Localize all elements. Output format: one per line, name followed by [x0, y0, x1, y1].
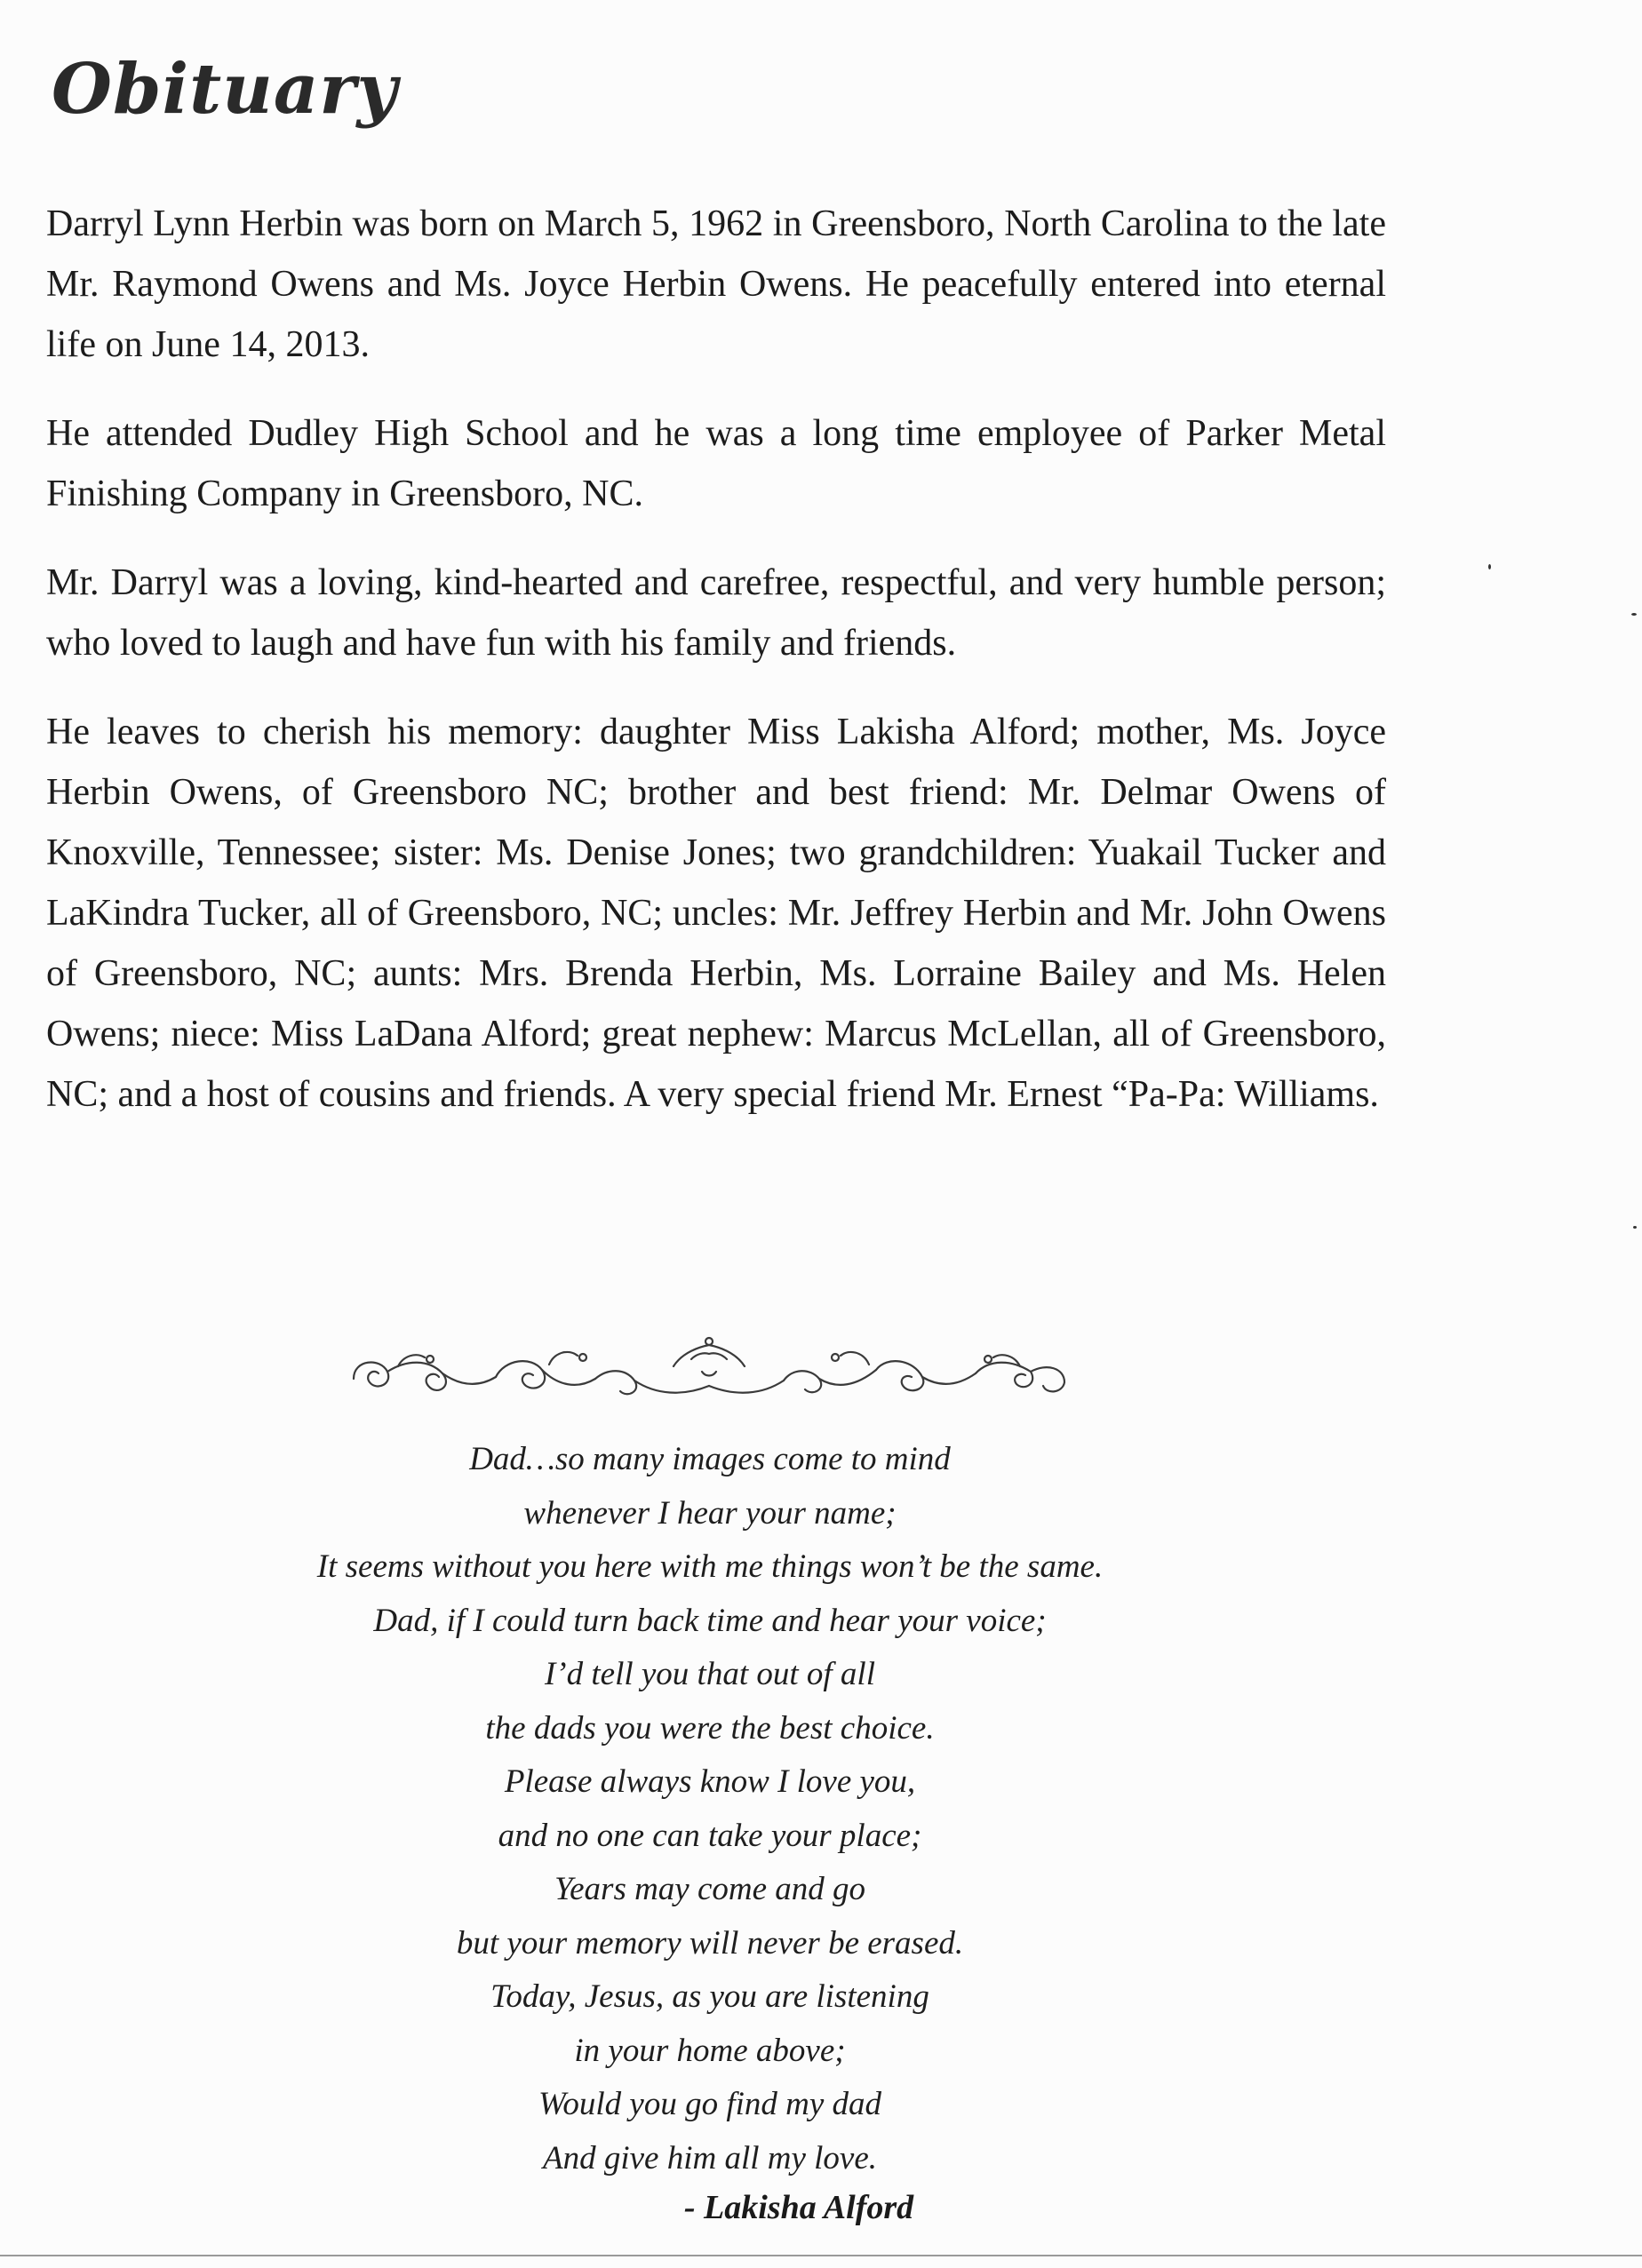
poem [0, 1433, 1420, 2185]
obituary-body [46, 194, 1386, 1153]
poem-line: It seems without you here with me things won’t be the same. [316, 1548, 1104, 1585]
poem-line: And give him all my love. [542, 2139, 878, 2176]
paragraph-character: Mr. Darryl was a loving, kind-hearted and carefree, respectful, and very humble person; who loved to laugh and have fun with his family and friends. [46, 562, 1386, 664]
poem-line: Dad, if I could turn back time and hear your voice; [373, 1602, 1047, 1639]
poem-line: Would you go find my dad [538, 2086, 882, 2122]
scan-speck [1488, 564, 1491, 569]
paragraph-education: He attended Dudley High School and he was a long time employee of Parker Metal Finishing Company in Greensboro, NC. [46, 413, 1386, 514]
poem-line: and no one can take your place; [498, 1817, 922, 1854]
signature-text: - Lakisha Alford [683, 2189, 914, 2226]
poem-line: Today, Jesus, as you are listening [490, 1978, 929, 2015]
paragraph-survivors: He leaves to cherish his memory: daughter Miss Lakisha Alford; mother, Ms. Joyce Herbin Owens, of Greensboro NC; brother and best friend: Mr. Delmar Owens of Knoxville, Tennessee; sister: Ms. Denise Jones; two grandchildren: Yuakail Tucker and LaKindra Tucker, all of Greensboro, NC; uncles: Mr. Jeffrey Herbin and Mr. John Owens of Greensboro, NC; aunts: Mrs. Brenda Herbin, Ms. Lorraine Bailey and Ms. Helen Owens; niece: Miss LaDana Alford; great nephew: Marcus McLellan, all of Greensboro, NC; and a host of cousins and friends. A very special friend Mr. Ernest “Pa-Pa: Williams. [46, 712, 1386, 1115]
poem-line: I’d tell you that out of all [544, 1656, 875, 1692]
poem-line: Dad…so many images come to mind [469, 1441, 951, 1477]
ornamental-scroll-divider-icon [345, 1333, 1073, 1413]
poem-line: Please always know I love you, [504, 1763, 916, 1800]
scan-speck [1633, 1226, 1637, 1229]
scan-speck [1631, 613, 1637, 616]
poem-line: but your memory will never be erased. [456, 1924, 964, 1962]
poem-line: whenever I hear your name; [523, 1494, 897, 1532]
poem-line: in your home above; [574, 2032, 846, 2069]
poem-signature [0, 2188, 1420, 2227]
poem-line: Years may come and go [554, 1871, 866, 1907]
poem-line: the dads you were the best choice. [485, 1709, 935, 1747]
bottom-edge-rule [0, 2255, 1642, 2256]
paragraph-birth: Darryl Lynn Herbin was born on March 5, 1962 in Greensboro, North Carolina to the late Mr. Raymond Owens and Ms. Joyce Herbin Owens. He peacefully entered into eternal life on June 14, 2013. [46, 203, 1386, 365]
page-title: Obituary [52, 49, 398, 130]
